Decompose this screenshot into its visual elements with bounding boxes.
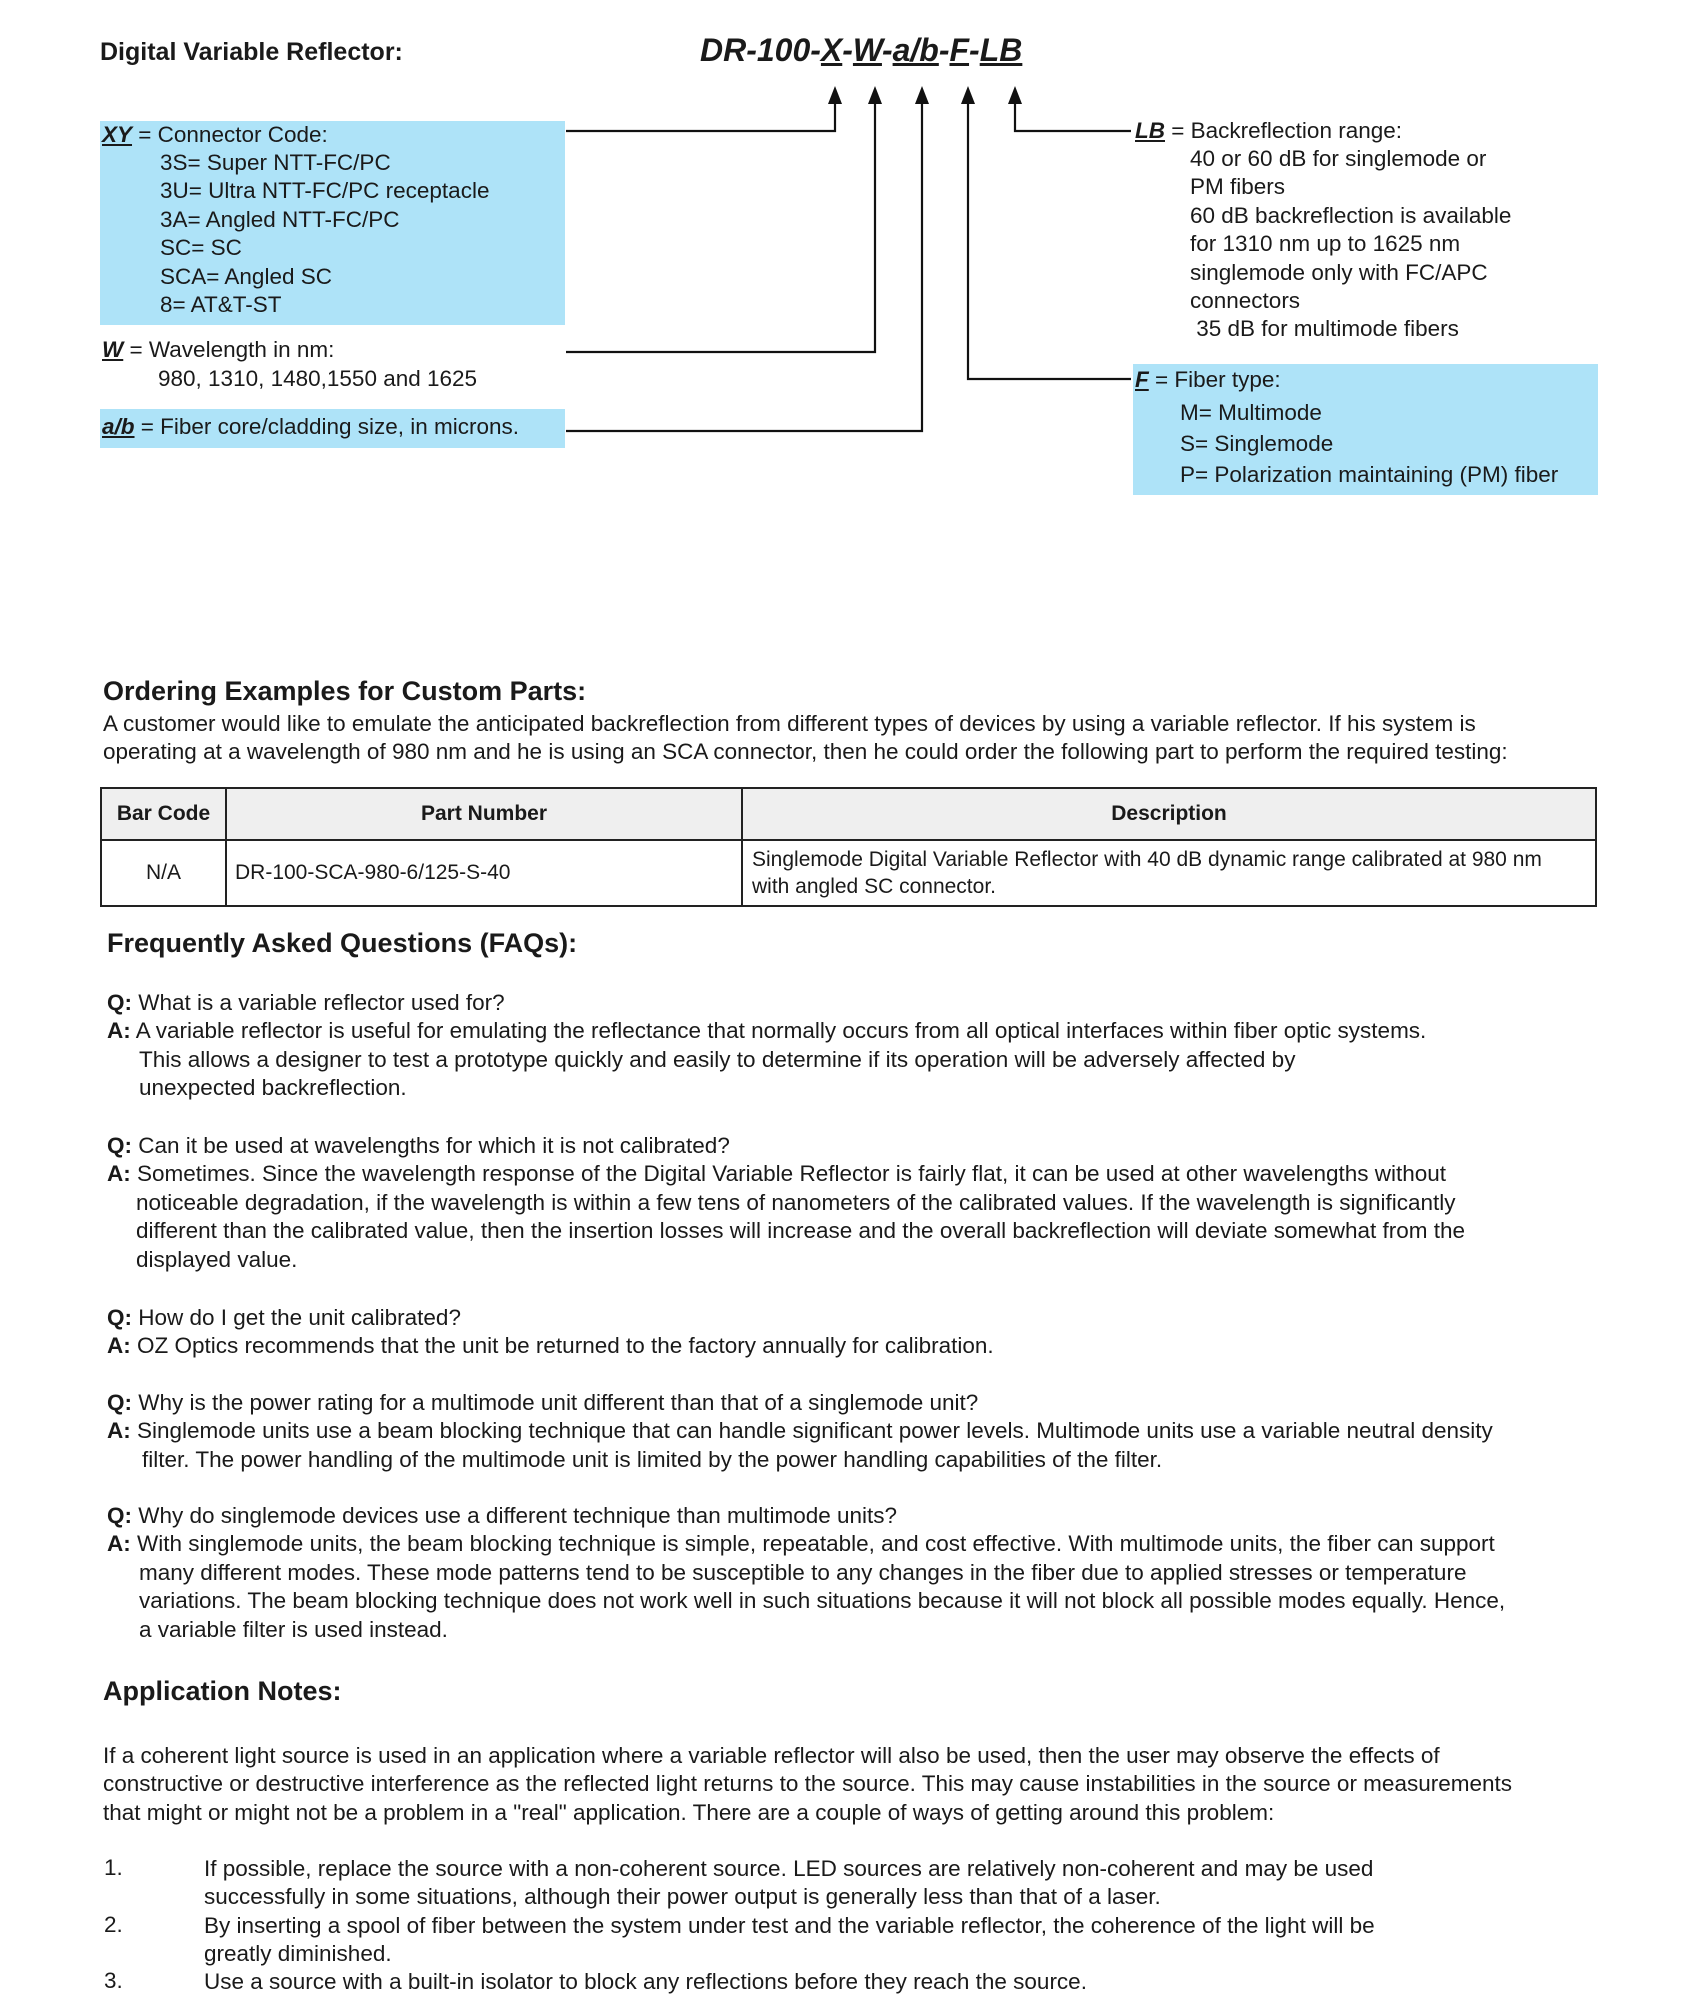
a-label: A: bbox=[107, 1333, 131, 1359]
app-notes-heading: Application Notes: bbox=[103, 1676, 342, 1706]
part-code-sep: - bbox=[969, 32, 980, 68]
list-item-line: greatly diminished. bbox=[204, 1941, 392, 1967]
list-number: 1. bbox=[104, 1855, 123, 1880]
q-label: Q: bbox=[107, 1503, 132, 1528]
q-text: Why is the power rating for a multimode unit different than that of a singlemode unit? bbox=[132, 1390, 979, 1415]
faq-item bbox=[107, 1502, 1505, 1644]
arrow-up-icon bbox=[868, 86, 882, 104]
faq-answer-line: filter. The power handling of the multimode unit is limited by the power handling capabilities of the filter. bbox=[142, 1446, 1163, 1472]
faq-answer bbox=[107, 1160, 1465, 1188]
q-text: Can it be used at wavelengths for which it is not calibrated? bbox=[132, 1133, 730, 1158]
list-item bbox=[204, 1968, 1087, 1996]
part-code-w: W bbox=[852, 32, 882, 68]
part-code-sep: - bbox=[938, 32, 950, 68]
f-code-header bbox=[1135, 366, 1281, 394]
ordering-intro-line: operating at a wavelength of 980 nm and he is using an SCA connector, then he could order the following part to perform the required testing: bbox=[103, 739, 1508, 765]
cell-part-number: DR-100-SCA-980-6/125-S-40 bbox=[226, 840, 742, 906]
ordering-intro-line: A customer would like to emulate the anticipated backreflection from different types of devices by using a variable reflector. If his system is bbox=[103, 711, 1476, 736]
ab-code-label: = Fiber core/cladding size, in microns. bbox=[134, 414, 520, 439]
table-row bbox=[101, 840, 1596, 906]
q-label: Q: bbox=[107, 1305, 132, 1330]
ab-code-header bbox=[102, 413, 519, 441]
xy-code-item: SCA= Angled SC bbox=[160, 263, 332, 289]
w-code-values: 980, 1310, 1480,1550 and 1625 bbox=[158, 366, 478, 391]
faq-answer-line: many different modes. These mode patterns tend to be susceptible to any changes in the fiber due to applied stresses or temperature bbox=[139, 1559, 1467, 1585]
f-code-item: S= Singlemode bbox=[1180, 431, 1334, 456]
xy-code-key: XY bbox=[102, 122, 133, 147]
part-code-sep: - bbox=[842, 32, 853, 68]
faq-answer bbox=[107, 1417, 1493, 1445]
ordering-intro bbox=[103, 710, 1508, 767]
w-code-block bbox=[100, 336, 565, 396]
f-code-item: P= Polarization maintaining (PM) fiber bbox=[1180, 462, 1559, 487]
faq-question bbox=[107, 989, 1426, 1017]
faq-answer-line: displayed value. bbox=[136, 1246, 298, 1272]
lb-code-line: 35 dB for multimode fibers bbox=[1190, 316, 1459, 342]
faq-heading: Frequently Asked Questions (FAQs): bbox=[107, 928, 578, 958]
lb-code-header bbox=[1135, 117, 1402, 145]
lb-code-line: 40 or 60 dB for singlemode or bbox=[1190, 146, 1487, 171]
faq-answer bbox=[107, 1332, 994, 1360]
app-notes-line: constructive or destructive interference as the reflected light returns to the source. This may cause instabilities in the source or measurements bbox=[103, 1771, 1512, 1797]
a-text: Sometimes. Since the wavelength response of the Digital Variable Reflector is fairly flat, it can be used at other wavelengths without bbox=[130, 1161, 1447, 1187]
arrow-up-icon bbox=[961, 86, 975, 104]
faq-answer bbox=[107, 1530, 1505, 1558]
lb-connector-line bbox=[1015, 98, 1131, 131]
list-item-line: If possible, replace the source with a non-coherent source. LED sources are relatively non-coherent and may be used bbox=[204, 1856, 1374, 1881]
arrow-up-icon bbox=[1008, 86, 1022, 104]
app-notes-line: If a coherent light source is used in an application where a variable reflector will also be used, then the user may observe the effects of bbox=[103, 1743, 1440, 1768]
xy-connector-line bbox=[566, 98, 835, 131]
a-label: A: bbox=[107, 1418, 131, 1444]
ab-code-key: a/b bbox=[102, 414, 135, 439]
part-code-lb: LB bbox=[979, 32, 1023, 68]
f-code-item: M= Multimode bbox=[1180, 400, 1322, 425]
list-number: 2. bbox=[104, 1912, 123, 1937]
a-text: With singlemode units, the beam blocking technique is simple, repeatable, and cost effective. With multimode units, the fiber can support bbox=[130, 1531, 1495, 1557]
arrow-up-icon bbox=[828, 86, 842, 104]
list-item-line: By inserting a spool of fiber between the system under test and the variable reflector, the coherence of the light will be bbox=[204, 1913, 1375, 1938]
part-code-ab: a/b bbox=[892, 32, 939, 68]
app-notes-line: that might or might not be a problem in a "real" application. There are a couple of ways of getting around this problem: bbox=[103, 1799, 1275, 1825]
col-description: Description bbox=[742, 788, 1596, 840]
col-part-number: Part Number bbox=[226, 788, 742, 840]
arrow-up-icon bbox=[915, 86, 929, 104]
xy-code-label: = Connector Code: bbox=[132, 122, 328, 147]
faq-question bbox=[107, 1502, 1505, 1530]
ordering-table bbox=[100, 787, 1597, 907]
w-code-header bbox=[102, 336, 334, 364]
a-label: A: bbox=[107, 1531, 131, 1557]
app-notes-paragraph bbox=[103, 1742, 1512, 1827]
faq-answer-line: noticeable degradation, if the wavelength is within a few tens of nanometers of the calibrated values. If the wavelength is significantly bbox=[136, 1189, 1456, 1215]
col-bar-code: Bar Code bbox=[101, 788, 226, 840]
f-connector-line bbox=[968, 98, 1131, 379]
f-code-list bbox=[1180, 397, 1558, 490]
faq-answer-line: a variable filter is used instead. bbox=[139, 1616, 448, 1642]
f-code-block bbox=[1133, 364, 1598, 495]
faq-answer-line: variations. The beam blocking technique does not work well in such situations because it will not block all possible modes equally. Hence, bbox=[139, 1588, 1506, 1614]
q-text: Why do singlemode devices use a different technique than multimode units? bbox=[132, 1503, 898, 1528]
cell-description-line: Singlemode Digital Variable Reflector with 40 dB dynamic range calibrated at 980 nm bbox=[752, 848, 1542, 871]
q-label: Q: bbox=[107, 1133, 132, 1158]
faq-answer bbox=[107, 1017, 1426, 1045]
q-text: How do I get the unit calibrated? bbox=[132, 1305, 461, 1330]
w-code-label: = Wavelength in nm: bbox=[123, 337, 335, 362]
lb-code-block bbox=[1133, 117, 1593, 347]
lb-code-line: 60 dB backreflection is available bbox=[1190, 202, 1512, 228]
xy-code-item: SC= SC bbox=[160, 235, 242, 261]
part-code-sep: - bbox=[881, 32, 893, 68]
faq-question bbox=[107, 1304, 994, 1332]
table-header-row bbox=[101, 788, 1596, 840]
faq-question bbox=[107, 1389, 1493, 1417]
faq-item bbox=[107, 989, 1426, 1103]
faq-answer-line: This allows a designer to test a prototype quickly and easily to determine if its operation will be adversely affected by bbox=[139, 1046, 1296, 1072]
q-label: Q: bbox=[107, 1390, 132, 1415]
faq-answer-line: unexpected backreflection. bbox=[139, 1075, 407, 1101]
xy-code-block bbox=[100, 121, 565, 325]
list-item-line: successfully in some situations, although their power output is generally less than that of a laser. bbox=[204, 1884, 1161, 1910]
faq-question bbox=[107, 1132, 1465, 1160]
xy-code-item: 3U= Ultra NTT-FC/PC receptacle bbox=[160, 178, 490, 204]
xy-code-item: 8= AT&T-ST bbox=[160, 292, 282, 318]
faq-item bbox=[107, 1389, 1493, 1474]
list-number: 3. bbox=[104, 1968, 123, 1993]
part-code-f: F bbox=[949, 32, 970, 68]
faq-item bbox=[107, 1132, 1465, 1274]
lb-code-line: singlemode only with FC/APC bbox=[1190, 259, 1488, 285]
list-item bbox=[204, 1912, 1375, 1969]
lb-code-line: for 1310 nm up to 1625 nm bbox=[1190, 231, 1461, 257]
cell-bar-code: N/A bbox=[101, 840, 226, 906]
ab-code-block bbox=[100, 409, 565, 448]
w-code-key: W bbox=[102, 337, 124, 362]
lb-code-key: LB bbox=[1135, 118, 1165, 143]
part-code-prefix: DR-100- bbox=[700, 32, 821, 68]
list-item-line: Use a source with a built-in isolator to block any reflections before they reach the source. bbox=[204, 1969, 1087, 1994]
a-label: A: bbox=[107, 1018, 131, 1044]
f-code-label: = Fiber type: bbox=[1148, 367, 1281, 392]
lb-code-list bbox=[1190, 145, 1511, 344]
list-item bbox=[204, 1855, 1373, 1912]
xy-code-item: 3A= Angled NTT-FC/PC bbox=[160, 206, 400, 232]
a-text: Singlemode units use a beam blocking technique that can handle significant power levels. Multimode units use a variable neutral density bbox=[130, 1418, 1493, 1444]
faq-item bbox=[107, 1304, 994, 1361]
lb-code-line: connectors bbox=[1190, 288, 1301, 314]
lb-code-label: = Backreflection range: bbox=[1165, 118, 1403, 143]
xy-code-list bbox=[160, 149, 489, 319]
part-code-x: X bbox=[820, 32, 843, 68]
a-text: A variable reflector is useful for emulating the reflectance that normally occurs from all optical interfaces within fiber optic systems. bbox=[130, 1018, 1427, 1044]
faq-answer-line: different than the calibrated value, then the insertion losses will increase and the overall backreflection will deviate somewhat from the bbox=[136, 1218, 1466, 1244]
a-text: OZ Optics recommends that the unit be returned to the factory annually for calibration. bbox=[130, 1333, 994, 1359]
a-label: A: bbox=[107, 1161, 131, 1187]
ordering-heading: Ordering Examples for Custom Parts: bbox=[103, 676, 587, 706]
page-title: Digital Variable Reflector: bbox=[100, 38, 403, 66]
ab-connector-line bbox=[566, 98, 922, 431]
w-connector-line bbox=[566, 98, 875, 352]
f-code-key: F bbox=[1135, 367, 1149, 392]
q-label: Q: bbox=[107, 990, 132, 1015]
xy-code-header bbox=[102, 121, 328, 149]
lb-code-line: PM fibers bbox=[1190, 174, 1286, 200]
q-text: What is a variable reflector used for? bbox=[132, 990, 505, 1015]
xy-code-item: 3S= Super NTT-FC/PC bbox=[160, 150, 391, 175]
cell-description bbox=[742, 840, 1596, 906]
cell-description-line: with angled SC connector. bbox=[752, 875, 996, 898]
